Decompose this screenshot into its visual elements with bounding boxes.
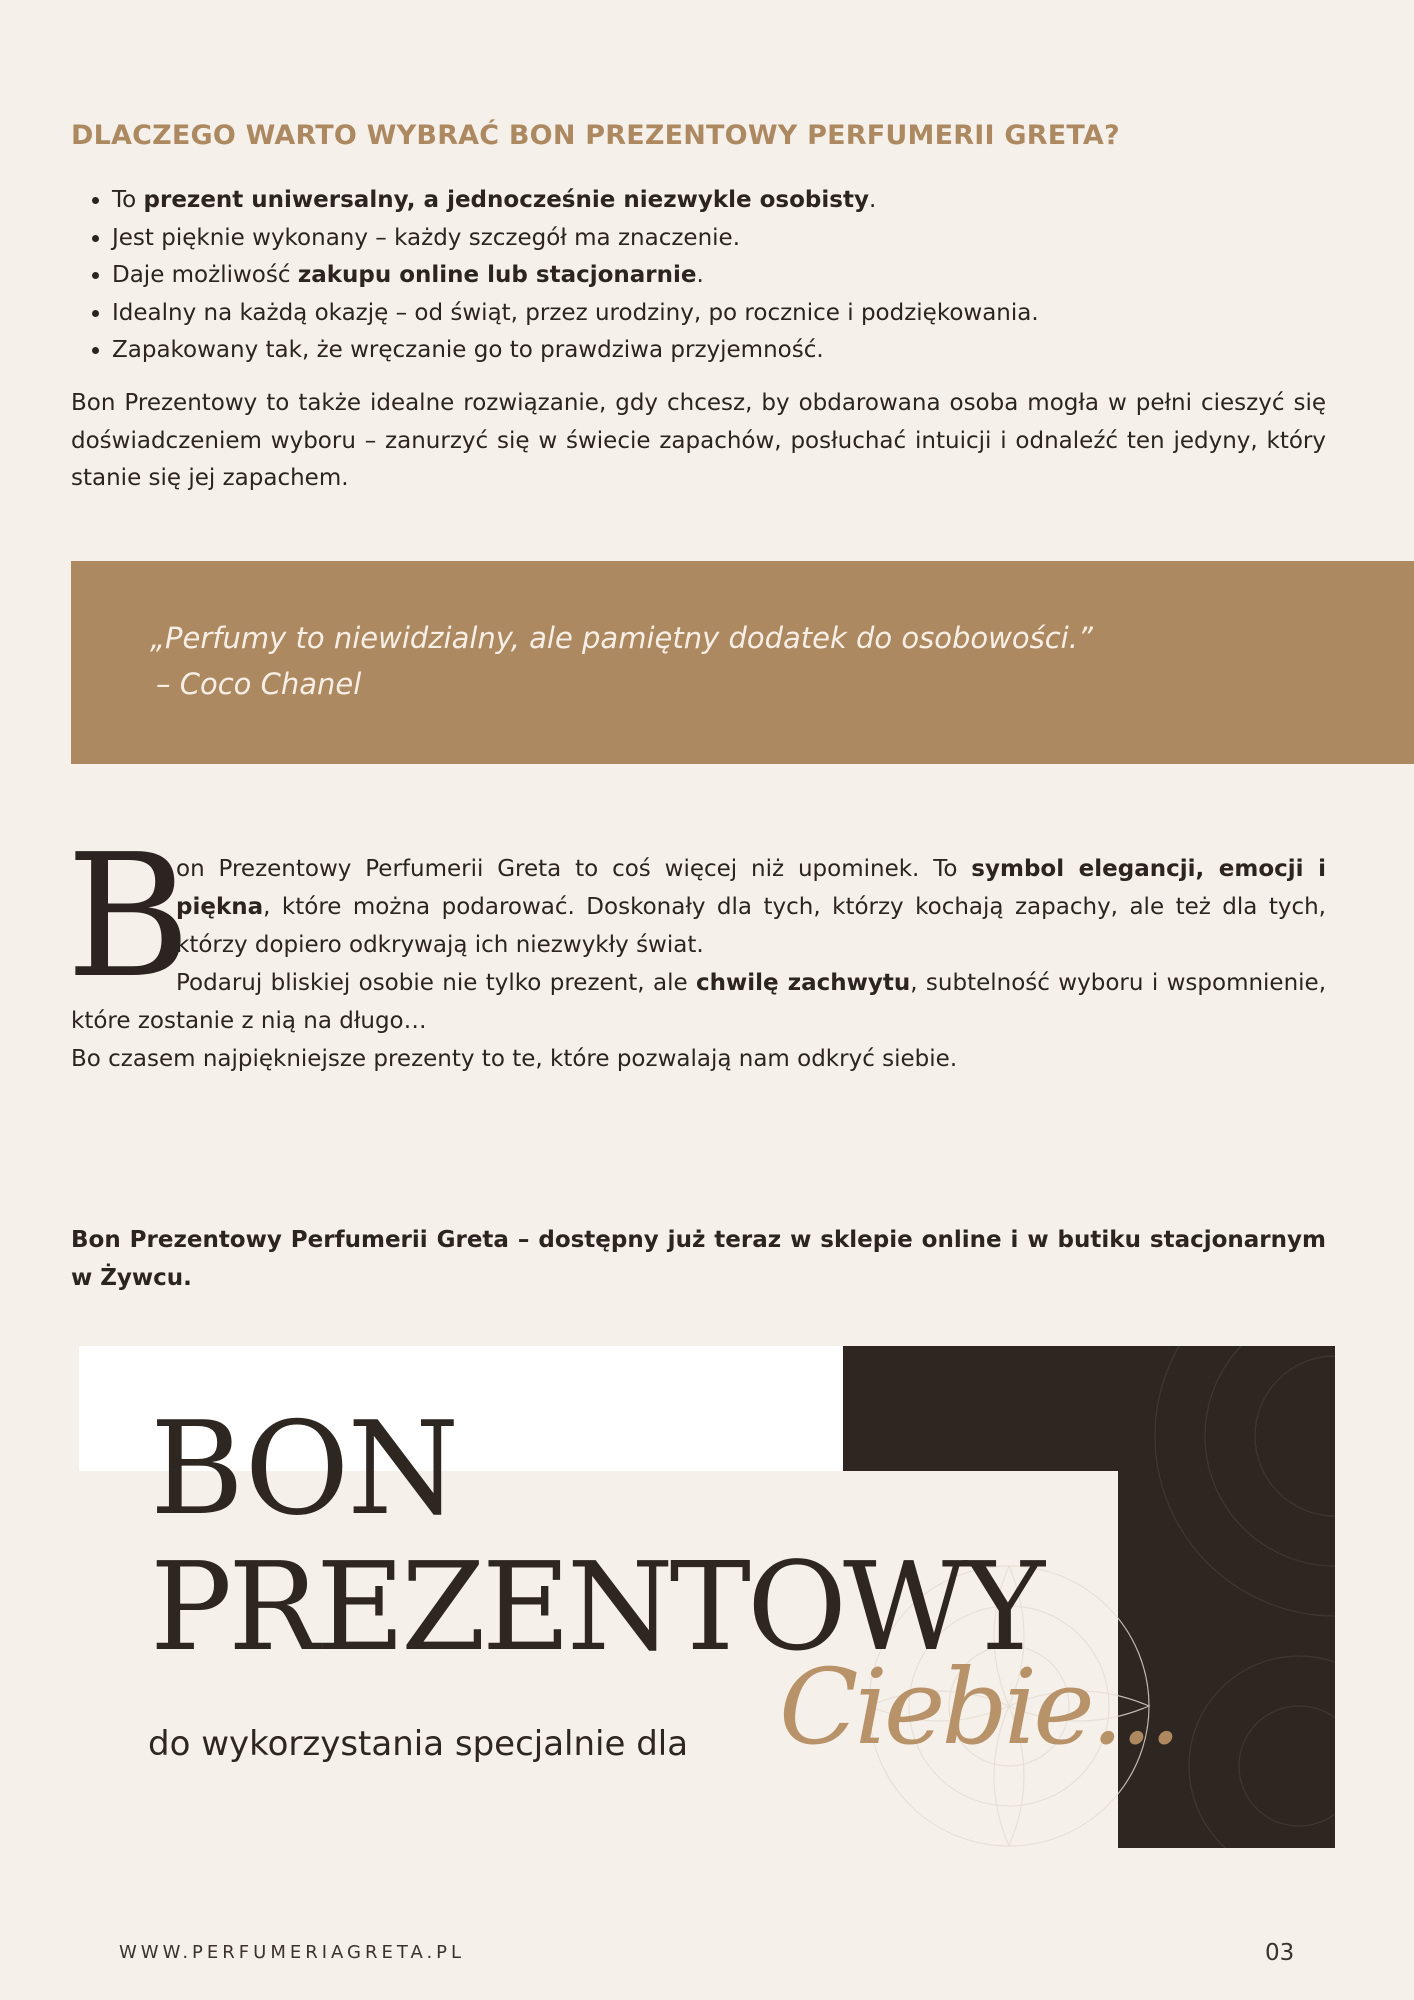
quote-text: „Perfumy to niewidzialny, ale pamiętny dodatek do osobowości.”: [150, 621, 1093, 655]
list-item: • Daje możliwość zakupu online lub stacjonarnie.: [112, 257, 1362, 295]
benefits-list: [84, 182, 1362, 370]
description-lines-2: Podaruj bliskiej osobie nie tylko prezent, ale chwilę zachwytu, subtelność wyboru i wspomnienie, które zostanie z nią na długo…: [71, 970, 1327, 1034]
page-number: 03: [1265, 1940, 1295, 1966]
intro-paragraph: Bon Prezentowy to także idealne rozwiązanie, gdy chcesz, by obdarowana osoba mogła w pełni cieszyć się doświadczeniem wyboru – zanurzyć się w świecie zapachów, posłuchać intuicji i odnaleźć ten jedyny, który stanie się jej zapachem.: [71, 390, 1326, 491]
banner-title-line2: PREZENTOWY: [150, 1536, 1041, 1678]
banner-subtitle: do wykorzystania specjalnie dla: [148, 1724, 689, 1764]
banner-script-text: Ciebie...: [779, 1646, 1178, 1768]
quote-block: [150, 615, 1093, 707]
list-item: • Idealny na każdą okazję – od świąt, przez urodziny, po rocznice i podziękowania.: [112, 295, 1362, 333]
availability-paragraph: Bon Prezentowy Perfumerii Greta – dostępny już teraz w sklepie online i w butiku stacjonarnym w Żywcu.: [71, 1227, 1326, 1291]
list-item: • Jest pięknie wykonany – każdy szczegół ma znaczenie.: [112, 220, 1362, 258]
description-closing: Bo czasem najpiękniejsze prezenty to te, które pozwalają nam odkryć siebie.: [71, 1046, 958, 1072]
footer-website[interactable]: WWW.PERFUMERIAGRETA.PL: [119, 1942, 466, 1963]
description-lines-1: on Prezentowy Perfumerii Greta to coś więcej niż upominek. To symbol elegancji, emocji i piękna, które można podarować. Doskonały dla tych, którzy kochają zapachy, ale też dla tych, którzy dopiero odkrywają ich niezwykły świat.: [176, 856, 1326, 958]
list-item: • To prezent uniwersalny, a jednocześnie niezwykle osobisty.: [112, 182, 1362, 220]
banner-title-line1: BON: [150, 1395, 458, 1544]
section-heading: DLACZEGO WARTO WYBRAĆ BON PREZENTOWY PERFUMERII GRETA?: [71, 120, 1120, 151]
drop-cap: B: [66, 818, 191, 1016]
description-paragraph: [71, 850, 1326, 1078]
quote-author: – Coco Chanel: [156, 667, 362, 701]
list-item: • Zapakowany tak, że wręczanie go to prawdziwa przyjemność.: [112, 332, 1362, 370]
gift-voucher-banner: [79, 1346, 1335, 1848]
